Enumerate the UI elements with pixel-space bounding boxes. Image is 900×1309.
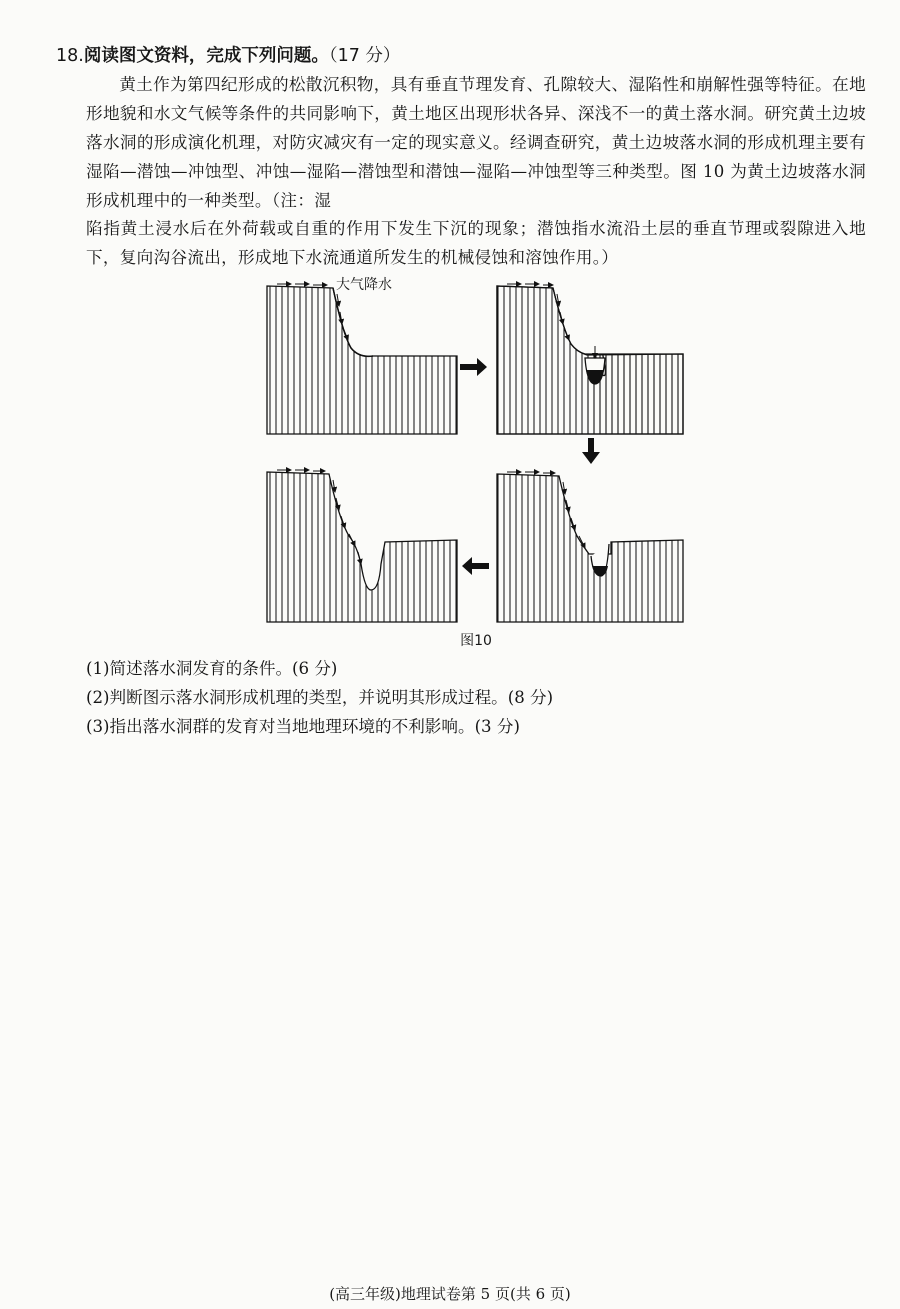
question-number: 18. (56, 46, 84, 66)
process-arrow-down (582, 438, 600, 464)
landform-diagram (255, 274, 705, 644)
stage-1-panel (267, 284, 457, 434)
rain-label: 大气降水 (336, 277, 392, 293)
process-arrow-left (462, 557, 489, 575)
figure-10 (255, 274, 705, 644)
figure-caption: 图10 (460, 633, 492, 649)
page-footer: (高三年级)地理试卷第 5 页(共 6 页) (329, 1285, 571, 1303)
sub-question-1: (1)简述落水洞发育的条件。(6 分) (86, 659, 338, 678)
question-heading (56, 44, 856, 68)
process-arrow-right (460, 358, 487, 376)
stage-4-panel (267, 470, 457, 622)
question-title: 阅读图文资料，完成下列问题。 (83, 46, 329, 66)
sub-question-2: (2)判断图示落水洞形成机理的类型，并说明其形成过程。(8 分) (86, 688, 554, 707)
sub-question-3: (3)指出落水洞群的发育对当地地理环境的不利影响。(3 分) (86, 717, 520, 736)
stage-2-panel (497, 284, 683, 434)
note-paragraph: 陷指黄土浸水后在外荷载或自重的作用下发生下沉的现象；潜蚀指水流沿土层的垂直节理或裂隙进入地下，复向沟谷流出，形成地下水流通道所发生的机械侵蚀和溶蚀作用。） (86, 219, 866, 267)
stage-3-panel (497, 472, 683, 622)
intro-paragraph: 黄土作为第四纪形成的松散沉积物，具有垂直节理发育、孔隙较大、湿陷性和崩解性强等特征。在地形地貌和水文气候等条件的共同影响下，黄土地区出现形状各异、深浅不一的黄土落水洞。研究黄土边坡落水洞的形成演化机理，对防灾减灾有一定的现实意义。经调查研究，黄土边坡落水洞的形成机理主要有湿陷—潜蚀—冲蚀型、冲蚀—湿陷—潜蚀型和潜蚀—湿陷—冲蚀型等三种类型。图 10 为黄土边坡落水洞形成机理中的一种类型。（注：湿 (86, 75, 866, 210)
question-score: （17 分） (328, 46, 401, 66)
